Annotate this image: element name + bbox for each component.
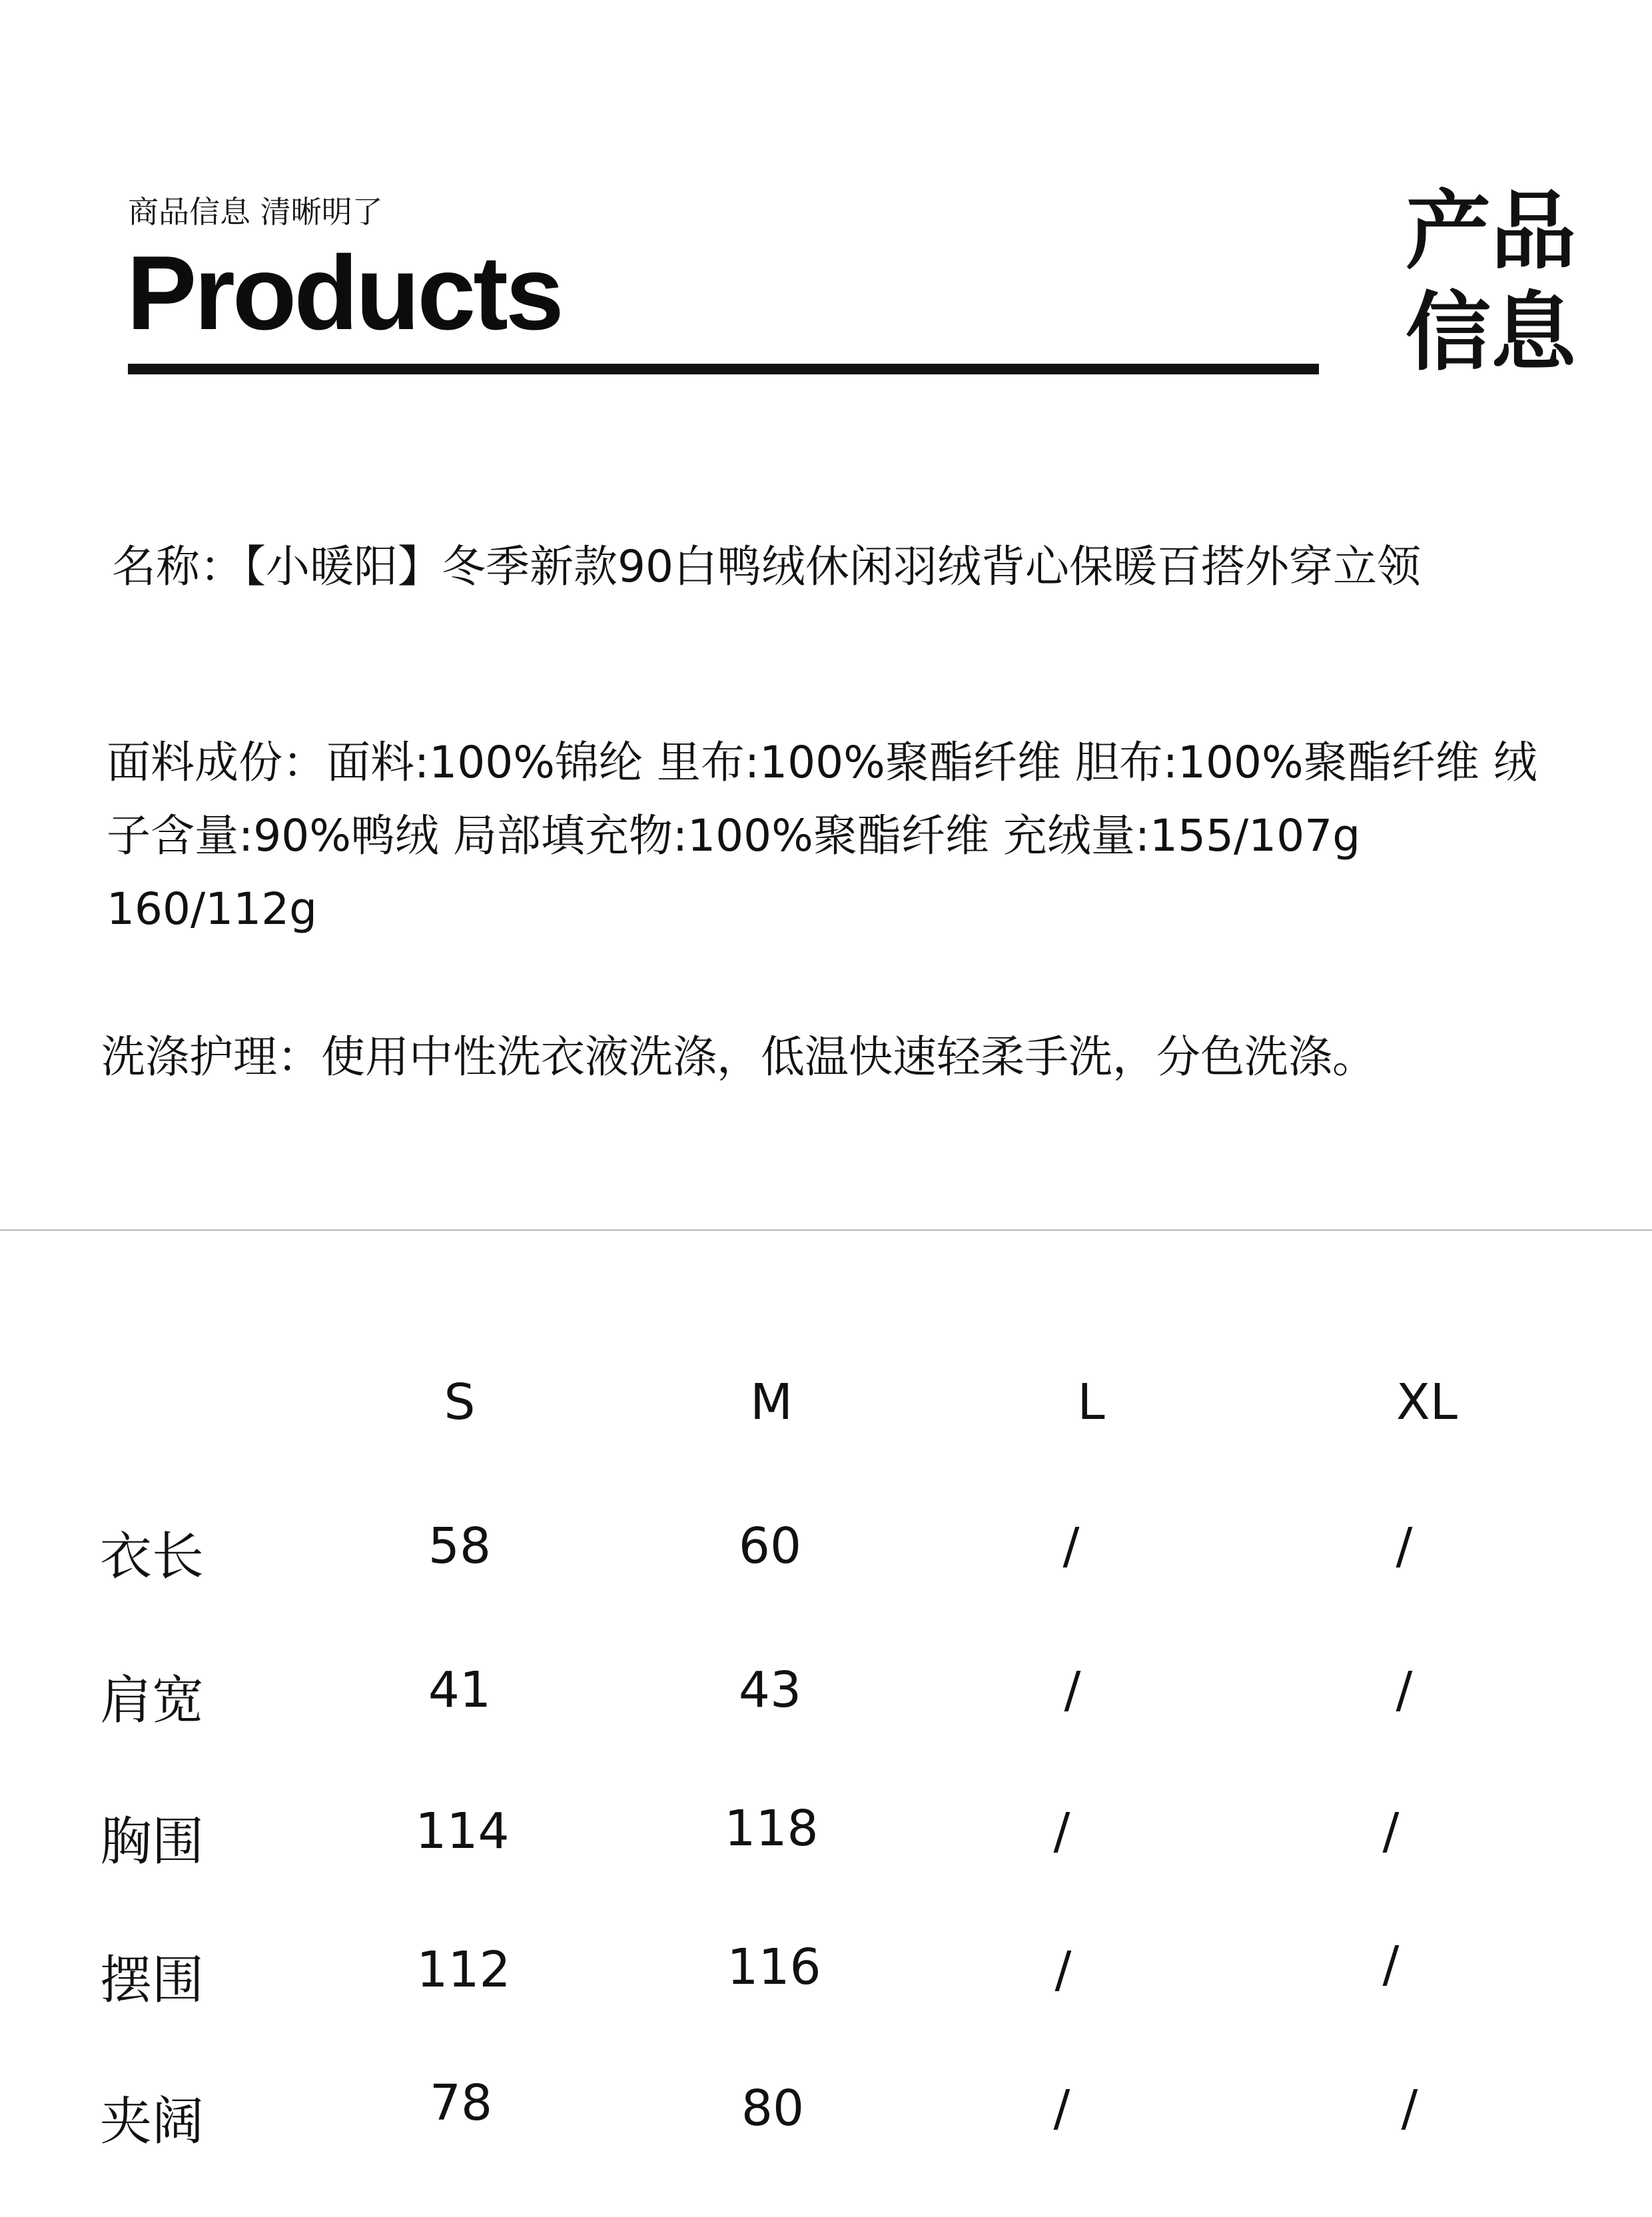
table-cell: / [1054,1941,1072,1998]
row-label: 摆围 [100,1951,205,2010]
row-label: 胸围 [100,1812,205,1872]
table-cell: / [1396,1661,1413,1719]
table-cell: / [1062,1518,1080,1575]
table-cell: 118 [724,1800,819,1857]
table-cell: / [1053,1803,1070,1860]
row-label: 夹阔 [100,2092,205,2152]
table-cell: / [1396,1518,1413,1575]
product-name: 名称：【小暖阳】冬季新款90白鸭绒休闲羽绒背心保暖百搭外穿立领 [112,541,1421,592]
table-cell: / [1401,2080,1418,2137]
size-col-s: S [444,1374,476,1431]
table-cell: 43 [738,1661,802,1719]
section-title: Products [127,234,562,352]
table-cell: 112 [416,1941,511,1998]
table-cell: 41 [428,1661,492,1719]
section-divider [0,1229,1652,1231]
row-label: 衣长 [100,1527,205,1587]
table-cell: 80 [741,2080,805,2137]
fabric-composition: 面料成份：面料:100%锦纶 里布:100%聚酯纤维 胆布:100%聚酯纤维 绒子含量:90%鸭绒 局部填充物:100%聚酯纤维 充绒量:155/107g 160/112g [107,737,1537,935]
size-col-l: L [1077,1374,1105,1431]
size-col-m: M [750,1374,793,1431]
table-cell: 78 [429,2074,493,2132]
title-underline [128,364,1319,374]
table-cell: 60 [738,1518,802,1575]
section-subtitle: 商品信息 清晰明了 [128,194,383,230]
table-cell: 116 [727,1939,821,1996]
table-cell: / [1382,1803,1400,1860]
size-col-xl: XL [1396,1374,1457,1431]
cn-section-title: 产品信息 [1406,182,1577,382]
table-cell: / [1053,2080,1070,2137]
table-cell: 114 [415,1803,510,1860]
table-cell: 58 [428,1518,492,1575]
table-cell: / [1382,1936,1400,1993]
care-instructions: 洗涤护理：使用中性洗衣液洗涤，低温快速轻柔手洗，分色洗涤。 [101,1031,1376,1083]
row-label: 肩宽 [100,1671,205,1731]
table-cell: / [1064,1661,1081,1719]
